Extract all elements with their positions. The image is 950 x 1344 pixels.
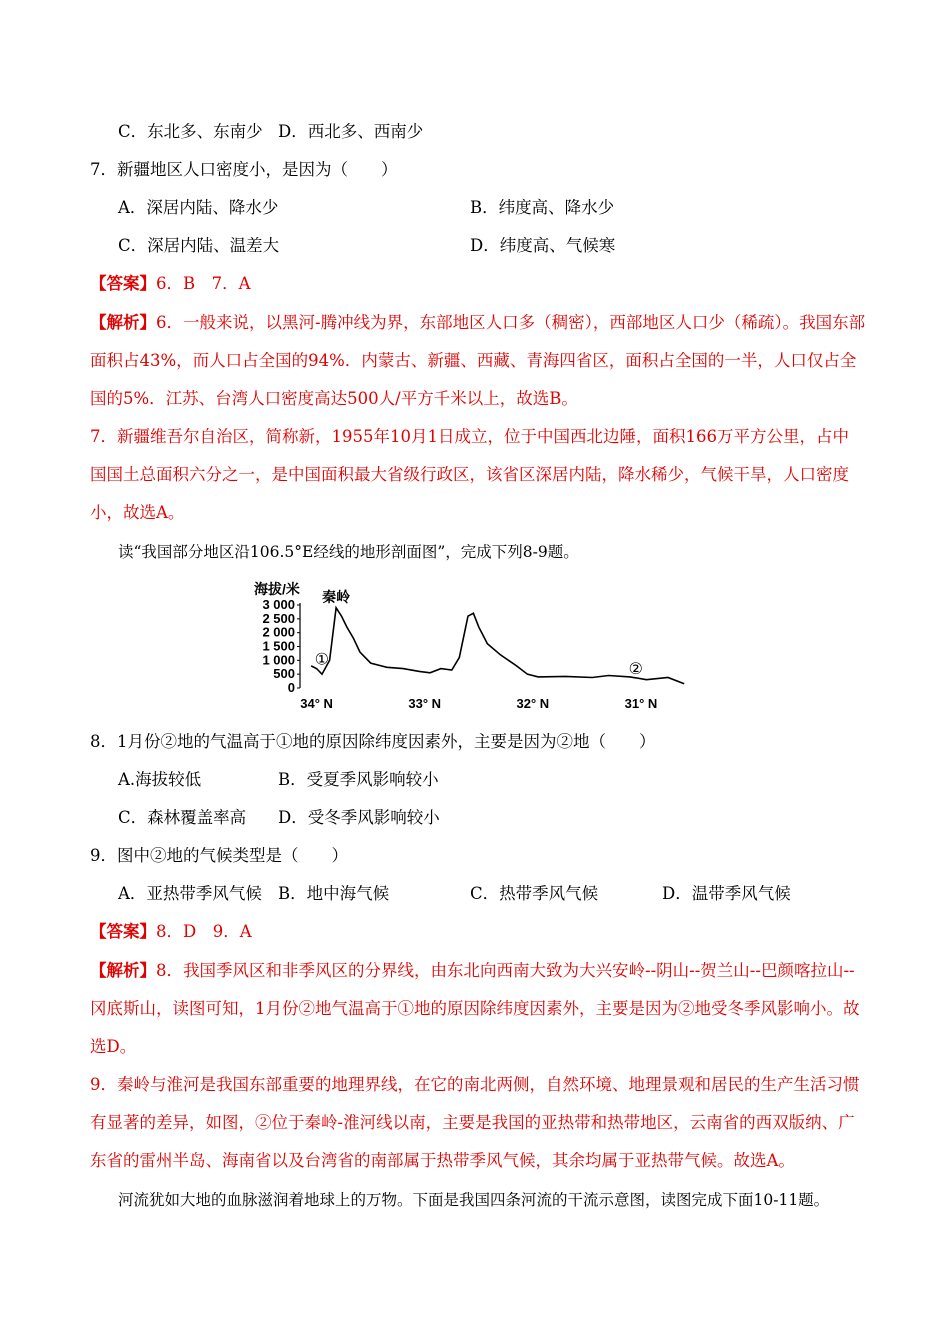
q8-option-d: D．受冬季风影响较小 — [278, 808, 440, 827]
q7-option-b: B．纬度高、降水少 — [470, 198, 615, 217]
analysis-8-9-line4: 9．秦岭与淮河是我国东部重要的地理界线，在它的南北两侧，自然环境、地理景观和居民的生产生活习惯 — [90, 1075, 860, 1094]
y-tick-label: 1 500 — [262, 638, 295, 654]
analysis-6-7-line4: 7．新疆维吾尔自治区，简称新，1955年10月1日成立，位于中国西北边陲，面积166万平方公里，占中 — [90, 427, 849, 446]
analysis-6-7-line2: 面积占43%，而人口占全国的94%．内蒙古、新疆、西藏、青海四省区，面积占全国的一半，人口仅占全 — [90, 351, 857, 370]
answer-label: 【答案】 — [90, 274, 156, 293]
analysis-label: 【解析】 — [90, 313, 156, 332]
x-tick-label: 31° N — [624, 696, 658, 711]
answer-8-9 — [90, 921, 252, 943]
q6-option-c: C．东北多、东南少 — [118, 122, 263, 141]
q9-option-d: D．温带季风气候 — [662, 884, 791, 903]
answer-6-7 — [90, 273, 251, 295]
answer-text: 6．B 7．A — [156, 274, 251, 293]
point-1-marker: ① — [314, 651, 329, 669]
point-2-marker: ② — [628, 660, 643, 678]
terrain-profile-chart — [250, 578, 710, 718]
intro-10-11: 河流犹如大地的血脉滋润着地球上的万物。下面是我国四条河流的干流示意图，读图完成下面10-11题。 — [118, 1191, 830, 1209]
analysis-8-9-line6: 东省的雷州半岛、海南省以及台湾省的南部属于热带季风气候，其余均属于亚热带气候。故选A。 — [90, 1151, 795, 1170]
analysis-6-7-line6: 小，故选A。 — [90, 503, 185, 522]
y-tick-label: 3 000 — [262, 597, 295, 612]
q6-option-d: D．西北多、西南少 — [278, 122, 424, 141]
q8-option-b: B．受夏季风影响较小 — [278, 770, 439, 789]
analysis-6-7-line1 — [90, 312, 865, 334]
analysis-8-9-line1 — [90, 960, 855, 982]
q7-option-d: D．纬度高、气候寒 — [470, 236, 616, 255]
analysis-6-7-line5: 国国土总面积六分之一，是中国面积最大省级行政区，该省区深居内陆，降水稀少，气候干旱，人口密度 — [90, 465, 849, 484]
q7-stem: 7．新疆地区人口密度小，是因为（ ） — [90, 160, 398, 179]
intro-8-9: 读“我国部分地区沿106.5°E经线的地形剖面图”，完成下列8-9题。 — [118, 543, 579, 561]
y-tick-label: 500 — [273, 666, 295, 682]
analysis-text: 6．一般来说，以黑河-腾冲线为界，东部地区人口多（稠密），西部地区人口少（稀疏）。我国东部 — [156, 313, 866, 332]
answer-label: 【答案】 — [90, 922, 156, 941]
y-tick-label: 2 000 — [262, 624, 295, 640]
x-tick-label: 33° N — [408, 696, 442, 711]
q9-option-b: B．地中海气候 — [278, 884, 390, 903]
analysis-text: 8．我国季风区和非季风区的分界线，由东北向西南大致为大兴安岭--阴山--贺兰山--巴颜喀拉山-- — [156, 961, 855, 980]
q7-option-c: C．深居内陆、温差大 — [118, 236, 280, 255]
analysis-8-9-line5: 有显著的差异，如图，②位于秦岭-淮河线以南，主要是我国的亚热带和热带地区，云南省的西双版纳、广 — [90, 1113, 855, 1132]
y-tick-label: 0 — [287, 680, 295, 695]
qinling-label: 秦岭 — [322, 588, 351, 605]
q8-option-a: A.海拔较低 — [118, 770, 202, 789]
q7-option-a: A．深居内陆、降水少 — [118, 198, 279, 217]
analysis-8-9-line2: 冈底斯山，读图可知，1月份②地气温高于①地的原因除纬度因素外，主要是因为②地受冬季风影响小。故 — [90, 999, 860, 1018]
q9-option-a: A．亚热带季风气候 — [118, 884, 262, 903]
analysis-6-7-line3: 国的5%．江苏、台湾人口密度高达500人/平方千米以上，故选B。 — [90, 389, 578, 408]
analysis-8-9-line3: 选D。 — [90, 1037, 137, 1056]
analysis-label: 【解析】 — [90, 961, 156, 980]
q8-stem: 8．1月份②地的气温高于①地的原因除纬度因素外，主要是因为②地（ ） — [90, 732, 656, 751]
chart-ylabel: 海拔/米 — [254, 581, 300, 597]
q8-option-c: C．森林覆盖率高 — [118, 808, 247, 827]
q9-stem: 9．图中②地的气候类型是（ ） — [90, 846, 348, 865]
answer-text: 8．D 9．A — [156, 922, 252, 941]
x-tick-label: 32° N — [516, 696, 550, 711]
x-tick-label: 34° N — [300, 696, 333, 711]
y-tick-label: 2 500 — [262, 610, 295, 626]
y-tick-label: 1 000 — [262, 652, 295, 668]
q9-option-c: C．热带季风气候 — [470, 884, 599, 903]
